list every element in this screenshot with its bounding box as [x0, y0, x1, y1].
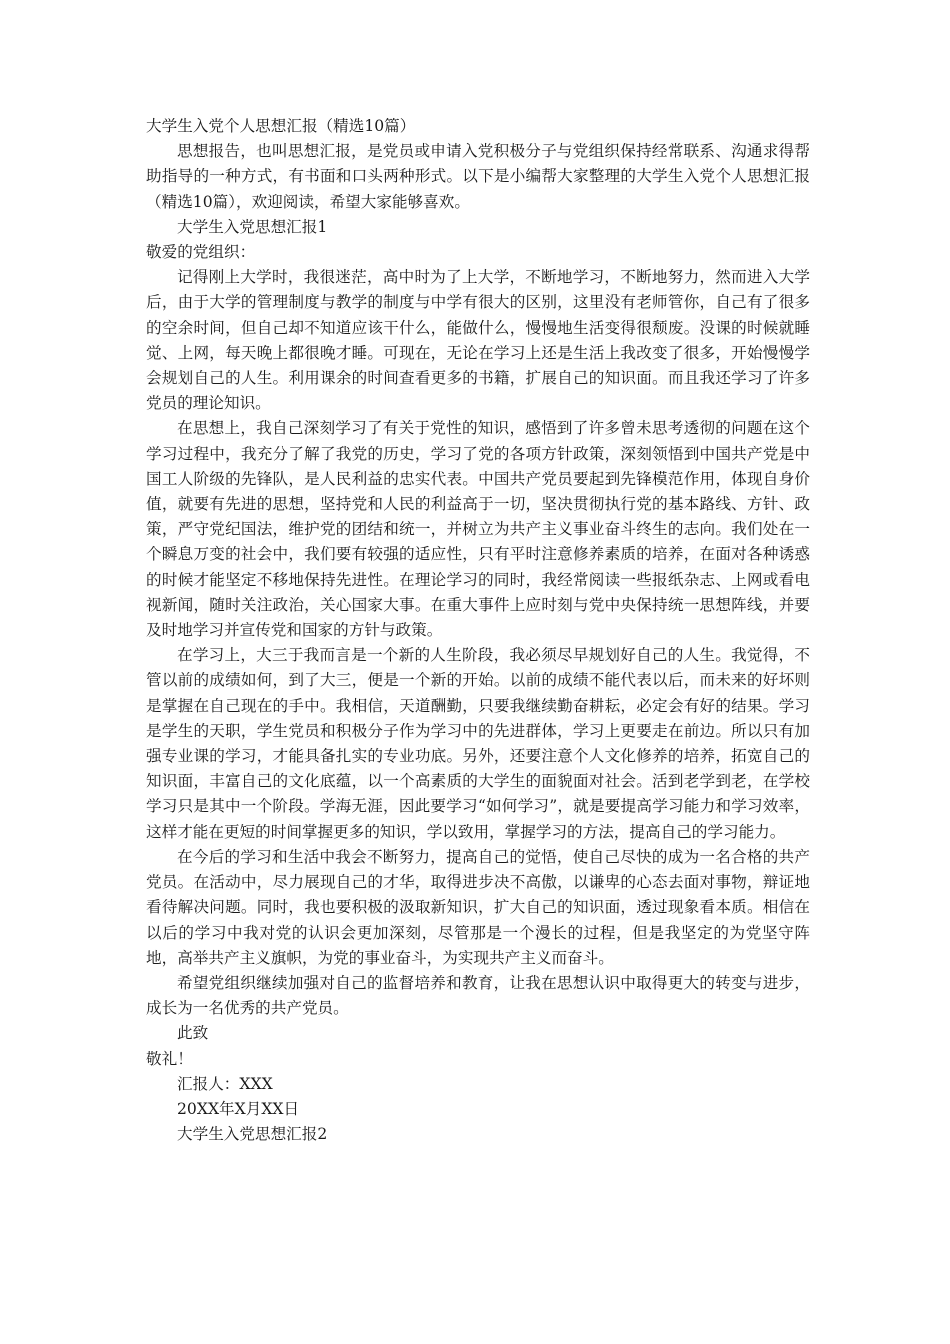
salutation: 敬爱的党组织：	[146, 243, 256, 262]
body-paragraph-4: 在今后的学习和生活中我会不断努力，提高自己的觉悟，使自己尽快的成为一名合格的共产党员。在活动中，尽力展现自己的才华，取得进步决不高傲，以谦卑的心态去面对事物，辩证地看待解决问题。同时，我也要积极的汲取新知识，扩大自己的知识面，透过现象看本质。相信在以后的学习中我对党的认识会更加深刻，尽管那是一个漫长的过程，但是我坚定的为党坚守阵地，高举共产主义旗帜，为党的事业奋斗，为实现共产主义而奋斗。	[146, 847, 810, 967]
report-1-heading: 大学生入党思想汇报1	[177, 217, 328, 236]
reporter-name: 汇报人：XXX	[177, 1074, 273, 1093]
salute-phrase: 敬礼！	[146, 1049, 193, 1068]
report-date: 20XX年X月XX日	[177, 1099, 300, 1118]
document-page	[146, 114, 810, 1147]
document-title: 大学生入党个人思想汇报（精选10篇）	[146, 117, 416, 135]
report-2-heading: 大学生入党思想汇报2	[177, 1125, 328, 1144]
closing-phrase: 此致	[177, 1024, 209, 1043]
body-paragraph-3: 在学习上，大三于我而言是一个新的人生阶段，我必须尽早规划好自己的人生。我觉得，不管以前的成绩如何，到了大三，便是一个新的开始。以前的成绩不能代表以后，而未来的好坏则是掌握在自己现在的手中。我相信，天道酬勤，只要我继续勤奋耕耘，必定会有好的结果。学习是学生的天职，学生党员和积极分子作为学习中的先进群体，学习上更要走在前边。所以只有加强专业课的学习，才能具备扎实的专业功底。另外，还要注意个人文化修养的培养，拓宽自己的知识面，丰富自己的文化底蕴，以一个高素质的大学生的面貌面对社会。活到老学到老，在学校学习只是其中一个阶段。学海无涯，因此要学习“如何学习”，就是要提高学习能力和学习效率，这样才能在更短的时间掌握更多的知识，学以致用，掌握学习的方法，提高自己的学习能力。	[146, 646, 810, 841]
intro-paragraph: 思想报告，也叫思想汇报，是党员或申请入党积极分子与党组织保持经常联系、沟通求得帮助指导的一种方式，有书面和口头两种形式。以下是小编帮大家整理的大学生入党个人思想汇报（精选10篇），欢迎阅读，希望大家能够喜欢。	[146, 142, 810, 211]
body-paragraph-1: 记得刚上大学时，我很迷茫，高中时为了上大学，不断地学习，不断地努力，然而进入大学后，由于大学的管理制度与教学的制度与中学有很大的区别，这里没有老师管你，自己有了很多的空余时间，但自己却不知道应该干什么，能做什么，慢慢地生活变得很颓废。没课的时候就睡觉、上网，每天晚上都很晚才睡。可现在，无论在学习上还是生活上我改变了很多，开始慢慢学会规划自己的人生。利用课余的时间查看更多的书籍，扩展自己的知识面。而且我还学习了许多党员的理论知识。	[146, 268, 810, 413]
body-paragraph-5: 希望党组织继续加强对自己的监督培养和教育，让我在思想认识中取得更大的转变与进步，成长为一名优秀的共产党员。	[146, 973, 810, 1018]
body-paragraph-2: 在思想上，我自己深刻学习了有关于党性的知识，感悟到了许多曾未思考透彻的问题在这个学习过程中，我充分了解了我党的历史，学习了党的各项方针政策，深刻领悟到中国共产党是中国工人阶级的先锋队，是人民利益的忠实代表。中国共产党员要起到先锋模范作用，体现自身价值，就要有先进的思想，坚持党和人民的利益高于一切，坚决贯彻执行党的基本路线、方针、政策，严守党纪国法，维护党的团结和统一，并树立为共产主义事业奋斗终生的志向。我们处在一个瞬息万变的社会中，我们要有较强的适应性，只有平时注意修养素质的培养，在面对各种诱惑的时候才能坚定不移地保持先进性。在理论学习的同时，我经常阅读一些报纸杂志、上网或看电视新闻，随时关注政治，关心国家大事。在重大事件上应时刻与党中央保持统一思想阵线，并要及时地学习并宣传党和国家的方针与政策。	[146, 419, 810, 640]
